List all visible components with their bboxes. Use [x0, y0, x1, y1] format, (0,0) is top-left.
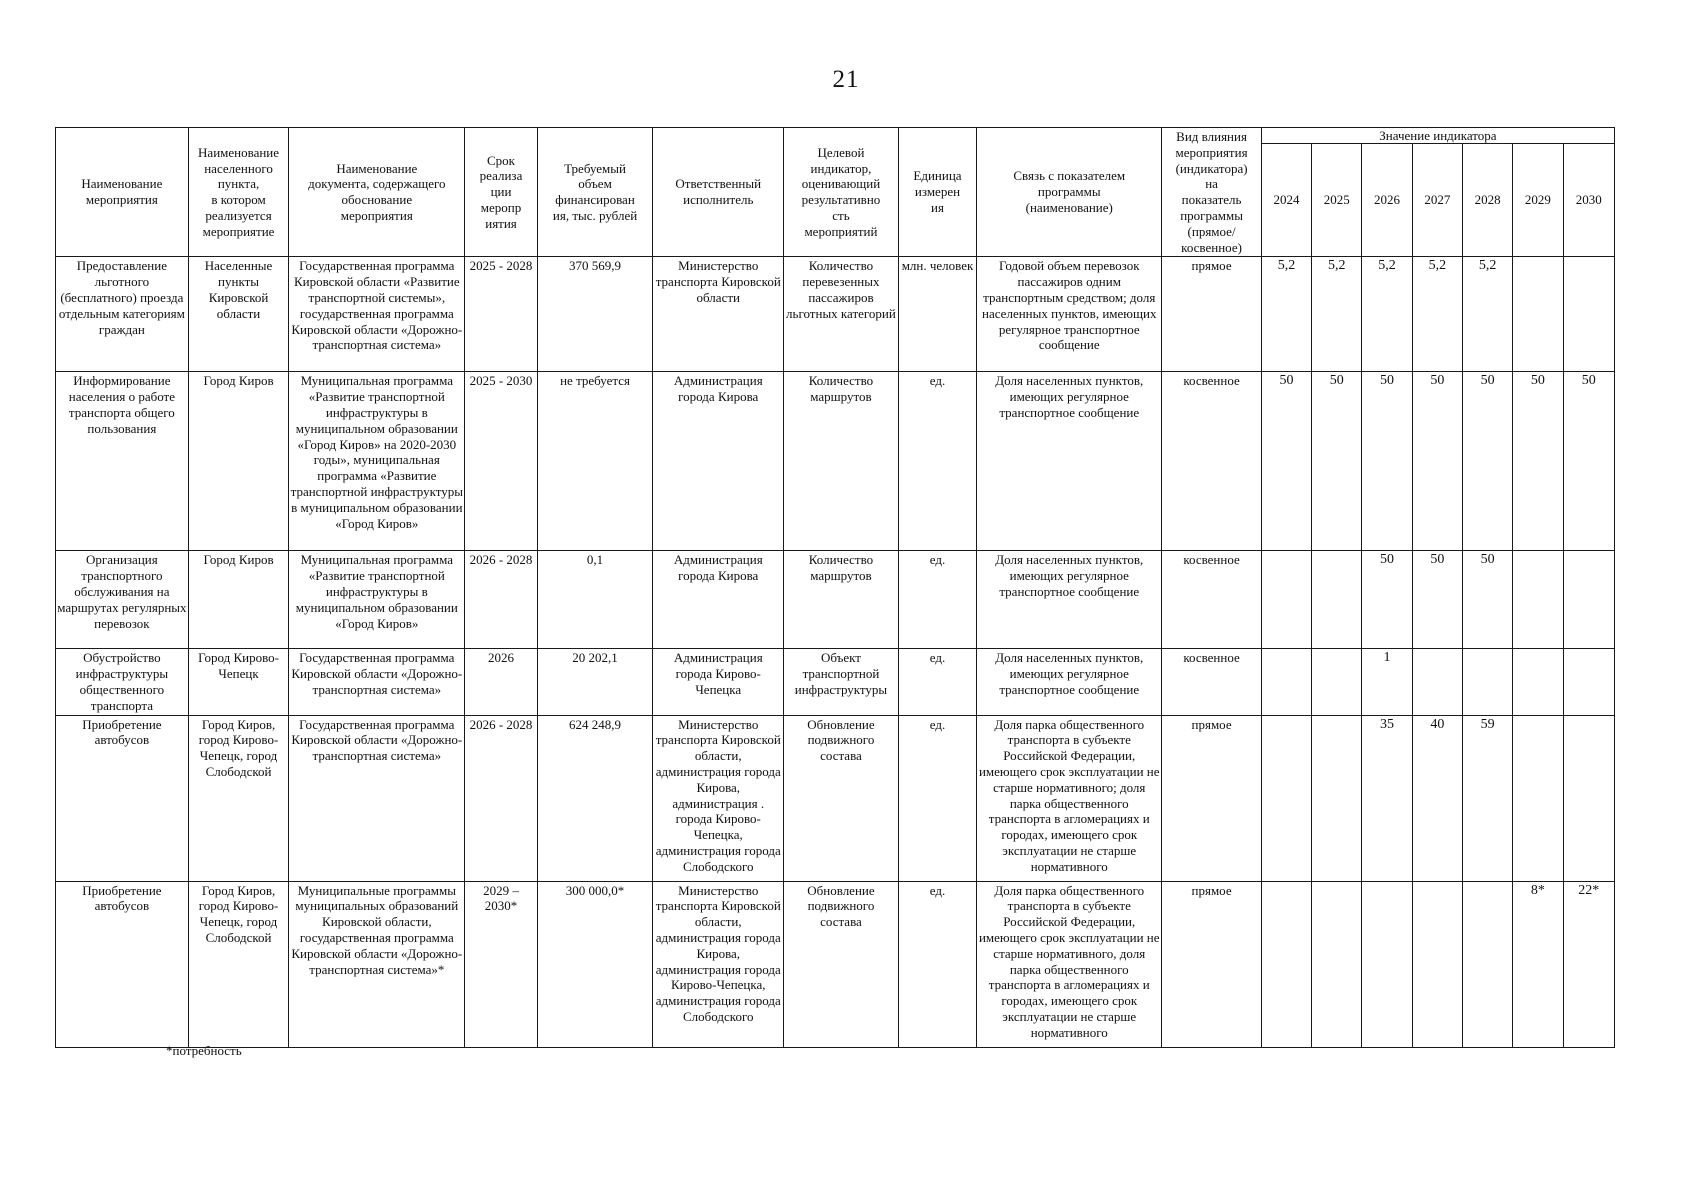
cell-value-2025	[1312, 649, 1362, 715]
cell-indicator: Обновление подвижного состава	[784, 715, 899, 881]
header-values-group: Значение индикатора	[1261, 128, 1614, 144]
cell-unit: ед.	[898, 715, 976, 881]
cell-indicator: Количество маршрутов	[784, 551, 899, 649]
cell-value-2025: 50	[1312, 372, 1362, 551]
header-document: Наименование документа, содержащего обоснование мероприятия	[289, 128, 465, 257]
cell-value-2029: 8*	[1513, 881, 1563, 1047]
footnote: *потребность	[166, 1043, 242, 1058]
table-row	[56, 649, 1615, 715]
cell-value-2024	[1261, 715, 1311, 881]
cell-value-2030	[1563, 715, 1614, 881]
header-executor: Ответственный исполнитель	[653, 128, 784, 257]
cell-value-2030	[1563, 649, 1614, 715]
cell-locality: Город Киров, город Кирово-Чепецк, город Слободской	[188, 715, 289, 881]
header-year: 2027	[1412, 144, 1462, 257]
cell-value-2029	[1513, 257, 1563, 372]
cell-executor: Министерство транспорта Кировской области, администрация города Кирова, администрация . города Кирово-Чепецка, администрация города Слободского	[653, 715, 784, 881]
cell-funding: 20 202,1	[537, 649, 653, 715]
cell-value-2030: 50	[1563, 372, 1614, 551]
cell-indicator: Объект транспортной инфраструктуры	[784, 649, 899, 715]
cell-term: 2025 - 2030	[465, 372, 537, 551]
table-row	[56, 881, 1615, 1047]
cell-value-2029	[1513, 551, 1563, 649]
cell-value-2028: 59	[1462, 715, 1512, 881]
cell-influence: косвенное	[1162, 649, 1262, 715]
cell-value-2026: 50	[1362, 551, 1412, 649]
cell-value-2027: 40	[1412, 715, 1462, 881]
header-unit: Единица измерен ия	[898, 128, 976, 257]
cell-executor: Администрация города Кирова	[653, 372, 784, 551]
cell-term: 2026	[465, 649, 537, 715]
cell-value-2029	[1513, 715, 1563, 881]
cell-value-2024	[1261, 551, 1311, 649]
page-number: 21	[832, 66, 860, 93]
cell-document: Муниципальная программа «Развитие транспортной инфраструктуры в муниципальном образовании «Город Киров»	[289, 551, 465, 649]
cell-document: Государственная программа Кировской области «Дорожно-транспортная система»	[289, 715, 465, 881]
cell-locality: Город Киров, город Кирово-Чепецк, город Слободской	[188, 881, 289, 1047]
header-year: 2028	[1462, 144, 1512, 257]
measures-table-container	[55, 127, 1615, 1048]
cell-indicator: Количество перевезенных пассажиров льготных категорий	[784, 257, 899, 372]
cell-locality: Город Кирово-Чепецк	[188, 649, 289, 715]
header-year: 2030	[1563, 144, 1614, 257]
cell-event: Приобретение автобусов	[56, 881, 189, 1047]
table-row	[56, 551, 1615, 649]
cell-value-2025	[1312, 715, 1362, 881]
cell-value-2026: 1	[1362, 649, 1412, 715]
cell-link: Доля парка общественного транспорта в субъекте Российской Федерации, имеющего срок эксплуатации не старше нормативного, доля парка общественного транспорта в агломерациях и городах, имеющего срок эксплуатации не старше нормативного	[977, 881, 1162, 1047]
header-year: 2029	[1513, 144, 1563, 257]
cell-funding: 624 248,9	[537, 715, 653, 881]
cell-executor: Администрация города Кирова	[653, 551, 784, 649]
cell-influence: косвенное	[1162, 372, 1262, 551]
cell-document: Государственная программа Кировской области «Дорожно-транспортная система»	[289, 649, 465, 715]
cell-value-2028	[1462, 881, 1512, 1047]
cell-unit: ед.	[898, 881, 976, 1047]
cell-value-2024	[1261, 881, 1311, 1047]
header-funding: Требуемый объем финансирован ия, тыс. рублей	[537, 128, 653, 257]
table-header	[56, 128, 1615, 257]
cell-term: 2026 - 2028	[465, 551, 537, 649]
cell-document: Муниципальные программы муниципальных образований Кировской области, государственная программа Кировской области «Дорожно-транспортная система»*	[289, 881, 465, 1047]
cell-document: Муниципальная программа «Развитие транспортной инфраструктуры в муниципальном образовании «Город Киров» на 2020-2030 годы», муниципальная программа «Развитие транспортной инфраструктуры в муниципальном образовании «Город Киров»	[289, 372, 465, 551]
cell-value-2028: 5,2	[1462, 257, 1512, 372]
header-locality: Наименование населенного пункта, в котором реализуется мероприятие	[188, 128, 289, 257]
cell-value-2028: 50	[1462, 551, 1512, 649]
cell-value-2025	[1312, 551, 1362, 649]
header-term: Срок реализа ции меропр иятия	[465, 128, 537, 257]
cell-term: 2025 - 2028	[465, 257, 537, 372]
cell-value-2026: 50	[1362, 372, 1412, 551]
table-body	[56, 257, 1615, 1047]
cell-funding: 300 000,0*	[537, 881, 653, 1047]
cell-executor: Министерство транспорта Кировской области	[653, 257, 784, 372]
cell-locality: Населенные пункты Кировской области	[188, 257, 289, 372]
cell-locality: Город Киров	[188, 551, 289, 649]
measures-table	[55, 127, 1615, 1048]
cell-link: Доля населенных пунктов, имеющих регулярное транспортное сообщение	[977, 649, 1162, 715]
cell-value-2030	[1563, 257, 1614, 372]
header-link: Связь с показателем программы (наименование)	[977, 128, 1162, 257]
cell-value-2027	[1412, 649, 1462, 715]
table-row	[56, 372, 1615, 551]
cell-value-2029: 50	[1513, 372, 1563, 551]
cell-link: Годовой объем перевозок пассажиров одним транспортным средством; доля населенных пунктов, имеющих регулярное транспортное сообщение	[977, 257, 1162, 372]
cell-unit: ед.	[898, 551, 976, 649]
cell-executor: Администрация города Кирово-Чепецка	[653, 649, 784, 715]
cell-value-2025	[1312, 881, 1362, 1047]
cell-funding: 370 569,9	[537, 257, 653, 372]
cell-funding: 0,1	[537, 551, 653, 649]
cell-value-2028: 50	[1462, 372, 1512, 551]
header-year: 2024	[1261, 144, 1311, 257]
cell-funding: не требуется	[537, 372, 653, 551]
cell-value-2028	[1462, 649, 1512, 715]
cell-value-2027: 5,2	[1412, 257, 1462, 372]
table-row	[56, 715, 1615, 881]
header-indicator: Целевой индикатор, оценивающий результативно сть мероприятий	[784, 128, 899, 257]
cell-value-2025: 5,2	[1312, 257, 1362, 372]
cell-term: 2029 – 2030*	[465, 881, 537, 1047]
cell-value-2029	[1513, 649, 1563, 715]
cell-link: Доля населенных пунктов, имеющих регулярное транспортное сообщение	[977, 551, 1162, 649]
cell-value-2026: 5,2	[1362, 257, 1412, 372]
cell-influence: прямое	[1162, 715, 1262, 881]
cell-value-2027	[1412, 881, 1462, 1047]
cell-event: Организация транспортного обслуживания на маршрутах регулярных перевозок	[56, 551, 189, 649]
cell-influence: косвенное	[1162, 551, 1262, 649]
cell-value-2027: 50	[1412, 551, 1462, 649]
cell-value-2024: 50	[1261, 372, 1311, 551]
cell-unit: млн. человек	[898, 257, 976, 372]
cell-locality: Город Киров	[188, 372, 289, 551]
cell-value-2030	[1563, 551, 1614, 649]
cell-value-2024: 5,2	[1261, 257, 1311, 372]
header-event: Наименование мероприятия	[56, 128, 189, 257]
cell-value-2026: 35	[1362, 715, 1412, 881]
cell-influence: прямое	[1162, 257, 1262, 372]
cell-unit: ед.	[898, 649, 976, 715]
cell-event: Информирование населения о работе транспорта общего пользования	[56, 372, 189, 551]
cell-document: Государственная программа Кировской области «Развитие транспортной системы», государственная программа Кировской области «Дорожно-транспортная система»	[289, 257, 465, 372]
cell-event: Обустройство инфраструктуры общественного транспорта	[56, 649, 189, 715]
cell-influence: прямое	[1162, 881, 1262, 1047]
header-influence: Вид влияния мероприятия (индикатора) на показатель программы (прямое/ косвенное)	[1162, 128, 1262, 257]
cell-link: Доля парка общественного транспорта в субъекте Российской Федерации, имеющего срок эксплуатации не старше нормативного; доля парка общественного транспорта в агломерациях и городах, имеющего срок эксплуатации не старше нормативного	[977, 715, 1162, 881]
cell-link: Доля населенных пунктов, имеющих регулярное транспортное сообщение	[977, 372, 1162, 551]
cell-unit: ед.	[898, 372, 976, 551]
cell-indicator: Обновление подвижного состава	[784, 881, 899, 1047]
cell-value-2030: 22*	[1563, 881, 1614, 1047]
cell-value-2027: 50	[1412, 372, 1462, 551]
cell-executor: Министерство транспорта Кировской области, администрация города Кирова, администрация города Кирово-Чепецка, администрация города Слободского	[653, 881, 784, 1047]
cell-value-2026	[1362, 881, 1412, 1047]
cell-value-2024	[1261, 649, 1311, 715]
cell-event: Приобретение автобусов	[56, 715, 189, 881]
cell-indicator: Количество маршрутов	[784, 372, 899, 551]
cell-term: 2026 - 2028	[465, 715, 537, 881]
cell-event: Предоставление льготного (бесплатного) проезда отдельным категориям граждан	[56, 257, 189, 372]
header-year: 2025	[1312, 144, 1362, 257]
table-row	[56, 257, 1615, 372]
header-year: 2026	[1362, 144, 1412, 257]
